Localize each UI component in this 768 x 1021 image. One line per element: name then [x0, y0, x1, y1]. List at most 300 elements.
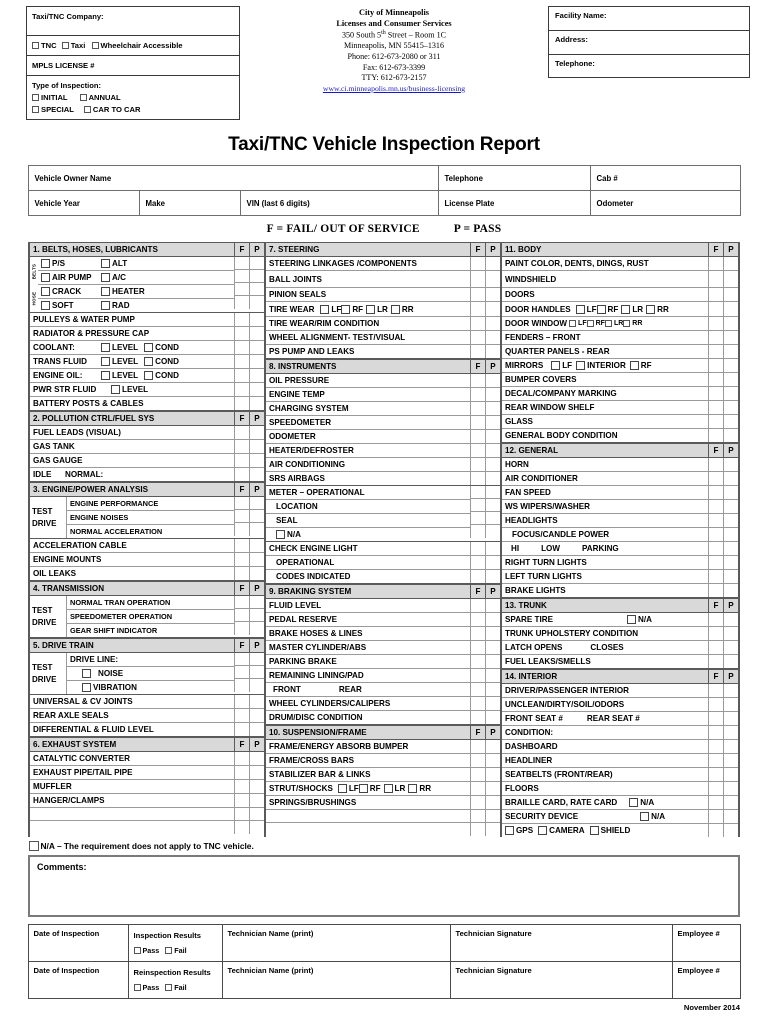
- fail-cell[interactable]: [708, 359, 723, 372]
- list-item[interactable]: OPERATIONAL: [266, 556, 500, 570]
- strut-lf-checkbox[interactable]: [338, 784, 347, 793]
- fail-cell[interactable]: [234, 341, 249, 354]
- gps-checkbox[interactable]: [505, 826, 514, 835]
- pass-cell[interactable]: [249, 440, 264, 453]
- pass-cell[interactable]: [249, 766, 264, 779]
- list-item[interactable]: SPARE TIRE N/A: [502, 613, 738, 627]
- fail-cell[interactable]: [708, 415, 723, 428]
- pass-cell[interactable]: [485, 754, 500, 767]
- fail-cell[interactable]: [234, 794, 249, 807]
- fail-cell[interactable]: [234, 523, 249, 536]
- list-item[interactable]: GAS TANK: [30, 440, 264, 454]
- list-item[interactable]: [266, 823, 500, 836]
- pass-cell[interactable]: [249, 539, 264, 552]
- fail-cell[interactable]: [470, 782, 485, 795]
- door-handle-lf-checkbox[interactable]: [576, 305, 585, 314]
- fail-cell[interactable]: [470, 613, 485, 626]
- vehicle-year-cell[interactable]: Vehicle Year: [28, 191, 139, 216]
- list-item[interactable]: REAR AXLE SEALS: [30, 709, 264, 723]
- pass-cell[interactable]: [485, 402, 500, 415]
- list-item[interactable]: DRIVER/PASSENGER INTERIOR: [502, 684, 738, 698]
- tire-wear-rf-checkbox[interactable]: [341, 305, 350, 314]
- pass-cell[interactable]: [723, 472, 738, 485]
- fail-cell[interactable]: [470, 599, 485, 612]
- list-item[interactable]: BRAKE HOSES & LINES: [266, 627, 500, 641]
- fail-cell[interactable]: [708, 754, 723, 767]
- tire-wear-lr-checkbox[interactable]: [366, 305, 375, 314]
- fail-cell[interactable]: [470, 444, 485, 457]
- fail-cell[interactable]: [234, 596, 249, 609]
- pass-cell[interactable]: [723, 768, 738, 781]
- list-item[interactable]: NORMAL ACCELERATION: [70, 527, 163, 537]
- telephone-cell[interactable]: Telephone: [438, 166, 590, 191]
- fail-cell[interactable]: [708, 556, 723, 569]
- technician-signature-cell[interactable]: Technician Signature: [450, 925, 672, 962]
- noise-checkbox[interactable]: [82, 669, 91, 678]
- pass-cell[interactable]: [723, 486, 738, 499]
- pass-cell[interactable]: [485, 331, 500, 344]
- pass-cell[interactable]: [485, 669, 500, 682]
- pass-cell[interactable]: [249, 327, 264, 340]
- pass-cell[interactable]: [249, 679, 264, 692]
- list-item[interactable]: GAS GAUGE: [30, 454, 264, 468]
- list-item[interactable]: DRIVE LINE:: [67, 653, 234, 667]
- fail-cell[interactable]: [470, 627, 485, 640]
- fail-cell[interactable]: [708, 302, 723, 316]
- pass-cell[interactable]: [723, 288, 738, 301]
- fail-cell[interactable]: [234, 327, 249, 340]
- fail-cell[interactable]: [708, 542, 723, 555]
- inspection-fail-checkbox[interactable]: [165, 947, 172, 954]
- list-item[interactable]: HEATER/DEFROSTER: [266, 444, 500, 458]
- list-item[interactable]: EXHAUST PIPE/TAIL PIPE: [30, 766, 264, 780]
- security-na-checkbox[interactable]: [640, 812, 649, 821]
- fail-cell[interactable]: [470, 525, 485, 538]
- pass-cell[interactable]: [249, 653, 264, 666]
- list-item[interactable]: UNIVERSAL & CV JOINTS: [30, 695, 264, 709]
- pass-cell[interactable]: [249, 341, 264, 354]
- list-item[interactable]: SPEEDOMETER: [266, 416, 500, 430]
- list-item[interactable]: LEFT TURN LIGHTS: [502, 570, 738, 584]
- list-item[interactable]: GPS CAMERA SHIELD: [502, 824, 738, 837]
- list-item[interactable]: P/S ALT: [38, 257, 234, 271]
- fail-cell[interactable]: [234, 355, 249, 368]
- list-item[interactable]: DOORS: [502, 288, 738, 302]
- pass-cell[interactable]: [723, 387, 738, 400]
- pass-cell[interactable]: [485, 697, 500, 710]
- fail-cell[interactable]: [708, 570, 723, 583]
- fail-cell[interactable]: [708, 782, 723, 795]
- list-item[interactable]: AIR CONDITIONING: [266, 458, 500, 472]
- pass-cell[interactable]: [485, 512, 500, 525]
- crack-checkbox[interactable]: [41, 287, 50, 296]
- list-item[interactable]: RADIATOR & PRESSURE CAP: [30, 327, 264, 341]
- door-handle-lr-checkbox[interactable]: [621, 305, 630, 314]
- list-item[interactable]: TIRE WEAR/RIM CONDITION: [266, 317, 500, 331]
- fail-cell[interactable]: [708, 486, 723, 499]
- car-to-car-checkbox[interactable]: [84, 106, 91, 113]
- mirror-rf-checkbox[interactable]: [630, 361, 639, 370]
- tire-wear-lf-checkbox[interactable]: [320, 305, 329, 314]
- list-item[interactable]: WHEEL ALIGNMENT- TEST/VISUAL: [266, 331, 500, 345]
- pass-cell[interactable]: [723, 740, 738, 753]
- pass-cell[interactable]: [723, 584, 738, 597]
- fail-cell[interactable]: [470, 796, 485, 809]
- fail-cell[interactable]: [708, 584, 723, 597]
- inspection-results-cell[interactable]: Inspection Results Pass Fail: [128, 925, 222, 962]
- trans-cond-checkbox[interactable]: [144, 357, 153, 366]
- ps-checkbox[interactable]: [41, 259, 50, 268]
- pass-cell[interactable]: [485, 810, 500, 822]
- list-item[interactable]: [266, 810, 500, 823]
- list-item[interactable]: OIL PRESSURE: [266, 374, 500, 388]
- pass-cell[interactable]: [485, 655, 500, 668]
- facility-name-field[interactable]: [549, 7, 749, 31]
- fail-cell[interactable]: [234, 539, 249, 552]
- list-item[interactable]: ENGINE OIL: LEVEL COND: [30, 369, 264, 383]
- list-item[interactable]: LATCH OPENS CLOSES: [502, 641, 738, 655]
- fail-cell[interactable]: [470, 740, 485, 753]
- fail-cell[interactable]: [470, 655, 485, 668]
- pass-cell[interactable]: [249, 567, 264, 580]
- list-item[interactable]: LOCATION: [266, 500, 470, 514]
- pass-cell[interactable]: [723, 429, 738, 442]
- list-item[interactable]: RIGHT TURN LIGHTS: [502, 556, 738, 570]
- list-item[interactable]: MUFFLER: [30, 780, 264, 794]
- make-cell[interactable]: Make: [139, 191, 240, 216]
- list-item[interactable]: PWR STR FLUID LEVEL: [30, 383, 264, 397]
- list-item[interactable]: N/A: [266, 528, 470, 541]
- fail-cell[interactable]: [234, 766, 249, 779]
- vibration-checkbox[interactable]: [82, 683, 91, 692]
- shield-checkbox[interactable]: [590, 826, 599, 835]
- list-item[interactable]: CHECK ENGINE LIGHT: [266, 542, 500, 556]
- list-item[interactable]: FRONT SEAT # REAR SEAT #: [502, 712, 738, 726]
- fail-cell[interactable]: [470, 669, 485, 682]
- strut-rr-checkbox[interactable]: [408, 784, 417, 793]
- inspection-date-cell[interactable]: Date of Inspection: [28, 925, 128, 962]
- list-item[interactable]: DRUM/DISC CONDITION: [266, 711, 500, 725]
- comments-box[interactable]: [28, 855, 740, 917]
- pass-cell[interactable]: [485, 374, 500, 387]
- pass-cell[interactable]: [723, 810, 738, 823]
- pass-cell[interactable]: [723, 302, 738, 316]
- alt-checkbox[interactable]: [101, 259, 110, 268]
- pass-cell[interactable]: [485, 288, 500, 301]
- pass-cell[interactable]: [249, 426, 264, 439]
- pass-cell[interactable]: [249, 596, 264, 609]
- list-item[interactable]: HEADLIGHTS: [502, 514, 738, 528]
- strut-lr-checkbox[interactable]: [384, 784, 393, 793]
- pass-cell[interactable]: [723, 782, 738, 795]
- list-item[interactable]: REAR WINDOW SHELF: [502, 401, 738, 415]
- fail-cell[interactable]: [708, 257, 723, 270]
- pass-cell[interactable]: [723, 271, 738, 287]
- fail-cell[interactable]: [470, 810, 485, 822]
- list-item[interactable]: DOOR HANDLES LF RF LR RR: [502, 302, 738, 317]
- fail-cell[interactable]: [234, 257, 249, 270]
- pass-cell[interactable]: [723, 514, 738, 527]
- oil-cond-checkbox[interactable]: [144, 371, 153, 380]
- list-item[interactable]: WHEEL CYLINDERS/CALIPERS: [266, 697, 500, 711]
- fail-cell[interactable]: [470, 257, 485, 270]
- fail-cell[interactable]: [234, 454, 249, 467]
- pass-cell[interactable]: [249, 283, 264, 296]
- pass-cell[interactable]: [249, 723, 264, 736]
- pass-cell[interactable]: [723, 542, 738, 555]
- list-item[interactable]: MIRRORS LF INTERIOR RF: [502, 359, 738, 373]
- list-item[interactable]: CODES INDICATED: [266, 570, 500, 584]
- fail-cell[interactable]: [234, 679, 249, 692]
- fail-cell[interactable]: [708, 740, 723, 753]
- pass-cell[interactable]: [249, 709, 264, 722]
- company-name-field[interactable]: [27, 7, 239, 36]
- fail-cell[interactable]: [470, 683, 485, 696]
- list-item[interactable]: FRONT REAR: [266, 683, 500, 697]
- pass-cell[interactable]: [485, 823, 500, 836]
- fail-cell[interactable]: [708, 472, 723, 485]
- fail-cell[interactable]: [234, 780, 249, 793]
- fail-cell[interactable]: [708, 655, 723, 668]
- fail-cell[interactable]: [470, 374, 485, 387]
- door-window-rf-checkbox[interactable]: [587, 320, 594, 327]
- pass-cell[interactable]: [485, 613, 500, 626]
- na-note-checkbox[interactable]: [29, 841, 39, 851]
- fail-cell[interactable]: [708, 768, 723, 781]
- rad-checkbox[interactable]: [101, 301, 110, 310]
- list-item[interactable]: OIL LEAKS: [30, 567, 264, 581]
- coolant-cond-checkbox[interactable]: [144, 343, 153, 352]
- pass-cell[interactable]: [249, 355, 264, 368]
- fail-cell[interactable]: [234, 497, 249, 510]
- ac-checkbox[interactable]: [101, 273, 110, 282]
- inspection-type-box[interactable]: [27, 76, 239, 119]
- fail-cell[interactable]: [234, 709, 249, 722]
- pass-cell[interactable]: [249, 468, 264, 481]
- list-item[interactable]: GENERAL BODY CONDITION: [502, 429, 738, 443]
- list-item[interactable]: NORMAL TRAN OPERATION: [67, 596, 234, 610]
- pass-cell[interactable]: [723, 257, 738, 270]
- fail-cell[interactable]: [470, 402, 485, 415]
- list-item[interactable]: PEDAL RESERVE: [266, 613, 500, 627]
- list-item[interactable]: ODOMETER: [266, 430, 500, 444]
- fail-cell[interactable]: [708, 500, 723, 513]
- fail-cell[interactable]: [234, 653, 249, 666]
- pass-cell[interactable]: [723, 570, 738, 583]
- pass-cell[interactable]: [485, 796, 500, 809]
- list-item[interactable]: CATALYTIC CONVERTER: [30, 752, 264, 766]
- fail-cell[interactable]: [234, 622, 249, 635]
- pass-cell[interactable]: [249, 666, 264, 679]
- camera-checkbox[interactable]: [538, 826, 547, 835]
- pass-cell[interactable]: [723, 824, 738, 837]
- pass-cell[interactable]: [723, 796, 738, 809]
- pass-cell[interactable]: [485, 499, 500, 512]
- mirror-interior-checkbox[interactable]: [576, 361, 585, 370]
- reinspection-employee-number-cell[interactable]: Employee #: [672, 962, 740, 999]
- air-pump-checkbox[interactable]: [41, 273, 50, 282]
- list-item[interactable]: HEADLINER: [502, 754, 738, 768]
- facility-telephone-field[interactable]: [549, 55, 749, 77]
- list-item[interactable]: IDLE NORMAL:: [30, 468, 264, 482]
- pass-cell[interactable]: [249, 313, 264, 326]
- fail-cell[interactable]: [470, 458, 485, 471]
- list-item[interactable]: SECURITY DEVICE N/A: [502, 810, 738, 824]
- fail-cell[interactable]: [234, 752, 249, 765]
- tire-wear-rr-checkbox[interactable]: [391, 305, 400, 314]
- pass-cell[interactable]: [485, 740, 500, 753]
- list-item[interactable]: REMAINING LINING/PAD: [266, 669, 500, 683]
- list-item[interactable]: CRACK HEATER: [38, 285, 234, 299]
- pass-cell[interactable]: [723, 754, 738, 767]
- pass-cell[interactable]: [249, 821, 264, 834]
- list-item[interactable]: PULLEYS & WATER PUMP: [30, 313, 264, 327]
- pass-cell[interactable]: [723, 401, 738, 414]
- fail-cell[interactable]: [708, 712, 723, 725]
- pass-cell[interactable]: [485, 570, 500, 583]
- list-item[interactable]: SPRINGS/BRUSHINGS: [266, 796, 500, 810]
- fail-cell[interactable]: [708, 387, 723, 400]
- list-item[interactable]: ENGINE TEMP: [266, 388, 500, 402]
- wheelchair-checkbox[interactable]: [92, 42, 99, 49]
- list-item[interactable]: [30, 808, 264, 821]
- fail-cell[interactable]: [708, 796, 723, 809]
- coolant-level-checkbox[interactable]: [101, 343, 110, 352]
- list-item[interactable]: AIR CONDITIONER: [502, 472, 738, 486]
- fail-cell[interactable]: [708, 641, 723, 654]
- fail-cell[interactable]: [470, 641, 485, 654]
- list-item[interactable]: CHARGING SYSTEM: [266, 402, 500, 416]
- annual-checkbox[interactable]: [80, 94, 87, 101]
- fail-cell[interactable]: [470, 317, 485, 330]
- license-plate-cell[interactable]: License Plate: [438, 191, 590, 216]
- pass-cell[interactable]: [249, 497, 264, 510]
- fail-cell[interactable]: [234, 468, 249, 481]
- pass-cell[interactable]: [249, 383, 264, 396]
- pass-cell[interactable]: [723, 655, 738, 668]
- pass-cell[interactable]: [485, 388, 500, 401]
- pwr-str-level-checkbox[interactable]: [111, 385, 120, 394]
- fail-cell[interactable]: [708, 401, 723, 414]
- list-item[interactable]: NOISE: [67, 667, 234, 681]
- fail-cell[interactable]: [708, 824, 723, 837]
- list-item[interactable]: DASHBOARD: [502, 740, 738, 754]
- list-item[interactable]: PINION SEALS: [266, 288, 500, 302]
- list-item[interactable]: DOOR WINDOW LF RF LR RR: [502, 317, 738, 331]
- fail-cell[interactable]: [470, 388, 485, 401]
- pass-cell[interactable]: [723, 500, 738, 513]
- special-checkbox[interactable]: [32, 106, 39, 113]
- fail-cell[interactable]: [234, 270, 249, 283]
- pass-cell[interactable]: [249, 397, 264, 410]
- pass-cell[interactable]: [485, 271, 500, 287]
- door-window-rr-checkbox[interactable]: [623, 320, 630, 327]
- list-item[interactable]: SRS AIRBAGS: [266, 472, 500, 486]
- pass-cell[interactable]: [249, 553, 264, 566]
- fail-cell[interactable]: [234, 426, 249, 439]
- pass-cell[interactable]: [485, 683, 500, 696]
- fail-cell[interactable]: [234, 510, 249, 523]
- fail-cell[interactable]: [470, 823, 485, 836]
- list-item[interactable]: BATTERY POSTS & CABLES: [30, 397, 264, 411]
- pass-cell[interactable]: [485, 472, 500, 485]
- vin-cell[interactable]: VIN (last 6 digits): [240, 191, 438, 216]
- fail-cell[interactable]: [234, 397, 249, 410]
- fail-cell[interactable]: [234, 821, 249, 834]
- pass-cell[interactable]: [723, 331, 738, 344]
- fail-cell[interactable]: [708, 627, 723, 640]
- list-item[interactable]: FLUID LEVEL: [266, 599, 500, 613]
- list-item[interactable]: VIBRATION: [67, 681, 234, 694]
- fail-cell[interactable]: [234, 283, 249, 296]
- fail-cell[interactable]: [234, 313, 249, 326]
- fail-cell[interactable]: [470, 768, 485, 781]
- list-item[interactable]: STRUT/SHOCKS LF RF LR RR: [266, 782, 500, 796]
- list-item[interactable]: FRAME/CROSS BARS: [266, 754, 500, 768]
- initial-checkbox[interactable]: [32, 94, 39, 101]
- list-item[interactable]: AIR PUMP A/C: [38, 271, 234, 285]
- list-item[interactable]: PAINT COLOR, DENTS, DINGS, RUST: [502, 257, 738, 271]
- pass-cell[interactable]: [485, 782, 500, 795]
- pass-cell[interactable]: [723, 641, 738, 654]
- list-item[interactable]: BALL JOINTS: [266, 271, 500, 288]
- reinspection-fail-checkbox[interactable]: [165, 984, 172, 991]
- pass-cell[interactable]: [485, 525, 500, 538]
- list-item[interactable]: WS WIPERS/WASHER: [502, 500, 738, 514]
- list-item[interactable]: FUEL LEAKS/SMELLS: [502, 655, 738, 669]
- list-item[interactable]: TRUNK UPHOLSTERY CONDITION: [502, 627, 738, 641]
- list-item[interactable]: STEERING LINKAGES /COMPONENTS: [266, 257, 500, 271]
- mirror-lf-checkbox[interactable]: [551, 361, 560, 370]
- list-item[interactable]: DECAL/COMPANY MARKING: [502, 387, 738, 401]
- employee-number-cell[interactable]: Employee #: [672, 925, 740, 962]
- pass-cell[interactable]: [723, 528, 738, 541]
- list-item[interactable]: FRAME/ENERGY ABSORB BUMPER: [266, 740, 500, 754]
- fail-cell[interactable]: [708, 288, 723, 301]
- oil-level-checkbox[interactable]: [101, 371, 110, 380]
- pass-cell[interactable]: [249, 510, 264, 523]
- mpls-license-field[interactable]: [27, 56, 239, 76]
- fail-cell[interactable]: [470, 556, 485, 569]
- pass-cell[interactable]: [485, 444, 500, 457]
- pass-cell[interactable]: [249, 752, 264, 765]
- fail-cell[interactable]: [234, 695, 249, 708]
- list-item[interactable]: ENGINE MOUNTS: [30, 553, 264, 567]
- pass-cell[interactable]: [249, 808, 264, 820]
- reinspection-pass-checkbox[interactable]: [134, 984, 141, 991]
- pass-cell[interactable]: [485, 317, 500, 330]
- braille-na-checkbox[interactable]: [629, 798, 638, 807]
- list-item[interactable]: METER – OPERATIONAL: [266, 486, 470, 500]
- list-item[interactable]: PARKING BRAKE: [266, 655, 500, 669]
- list-item[interactable]: [30, 821, 264, 834]
- pass-cell[interactable]: [723, 359, 738, 372]
- fail-cell[interactable]: [470, 331, 485, 344]
- list-item[interactable]: TIRE WEAR LF RF LR RR: [266, 302, 500, 317]
- fail-cell[interactable]: [708, 373, 723, 386]
- vehicle-owner-name-cell[interactable]: Vehicle Owner Name: [28, 166, 438, 191]
- pass-cell[interactable]: [723, 373, 738, 386]
- fail-cell[interactable]: [234, 296, 249, 309]
- fail-cell[interactable]: [470, 754, 485, 767]
- list-item[interactable]: HORN: [502, 458, 738, 472]
- fail-cell[interactable]: [234, 808, 249, 820]
- pass-cell[interactable]: [249, 270, 264, 283]
- fail-cell[interactable]: [470, 288, 485, 301]
- pass-cell[interactable]: [485, 711, 500, 724]
- pass-cell[interactable]: [485, 257, 500, 270]
- pass-cell[interactable]: [249, 523, 264, 536]
